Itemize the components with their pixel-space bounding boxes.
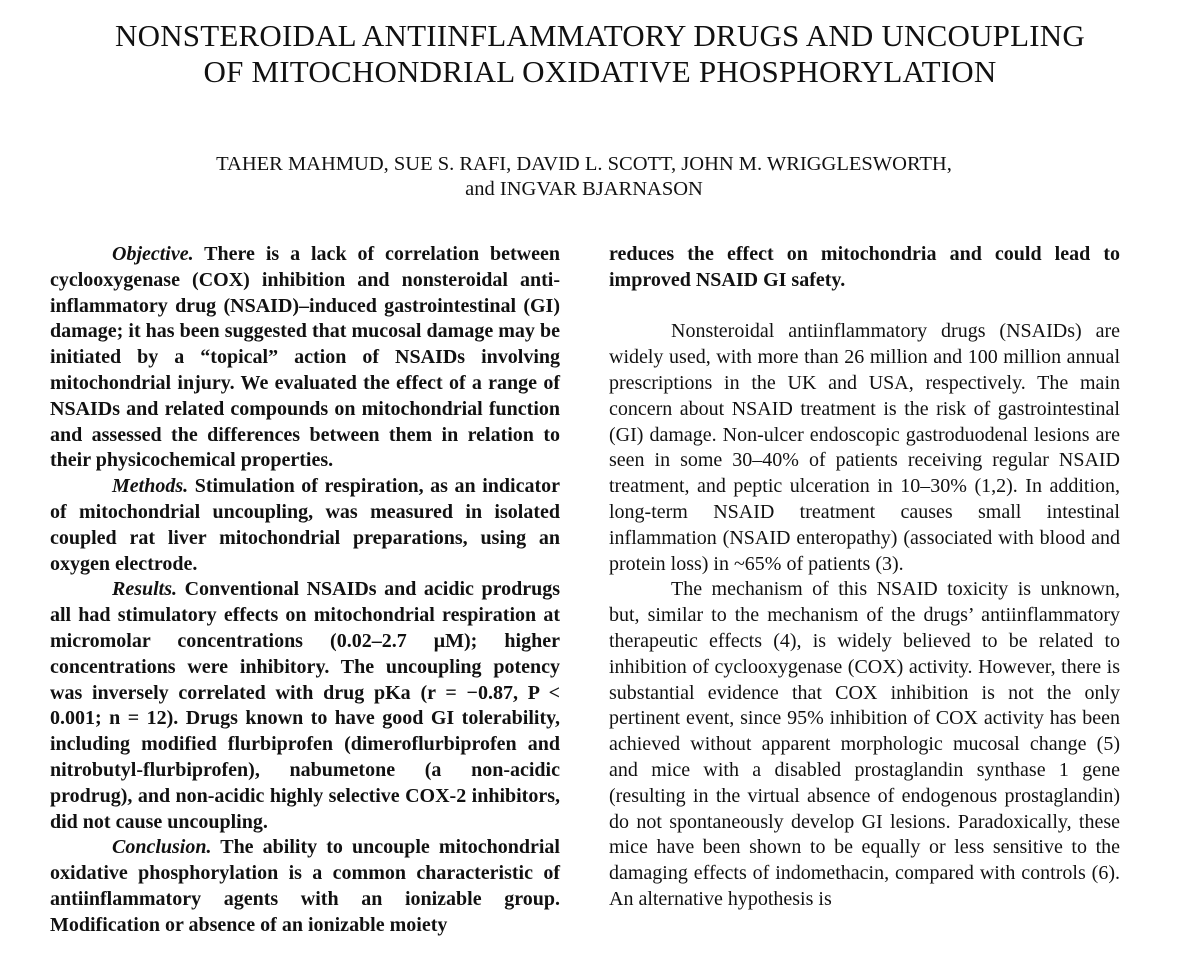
body-column xyxy=(609,242,1120,913)
results-label: Results. xyxy=(112,578,178,601)
author-list xyxy=(0,152,1168,202)
results-text: Conventional NSAIDs and acidic prodrugs all had stimulatory effects on mitochondrial respiration at micromolar concentrations (0.02–2.7 μM); higher concentrations were inhibitory. The uncoupling potency was inversely correlated with drug pKa (r = −0.87, P < 0.001; n = 12). Drugs known to have good GI tolerability, including modified flurbiprofen (dimeroflurbiprofen and nitrobutyl-flurbiprofen), nabumetone (a non-acidic prodrug), and non-acidic highly selective COX-2 inhibitors, did not cause uncoupling. xyxy=(50,578,560,833)
conclusion-label: Conclusion. xyxy=(112,836,212,859)
body-paragraph-2: The mechanism of this NSAID toxicity is unknown, but, similar to the mechanism of the drugs’ antiinflammatory therapeutic effects (4), is widely believed to be related to inhibition of cyclooxygenase (COX) activity. However, there is substantial evidence that COX inhibition is not the only pertinent event, since 95% inhibition of COX activity has been achieved without apparent morphologic mucosal change (5) and mice with a disabled prostaglandin synthase 1 gene (resulting in the virtual absence of endogenous prostaglandin) do not spontaneously develop GI lesions. Paradoxically, these mice have been shown to be equally or less sensitive to the damaging effects of indomethacin, compared with controls (6). An alternative hypothesis is xyxy=(609,578,1120,910)
abstract-methods xyxy=(50,474,560,577)
body-paragraph-1: Nonsteroidal antiinflammatory drugs (NSAIDs) are widely used, with more than 26 million and 100 million annual prescriptions in the UK and USA, respectively. The main concern about NSAID treatment is the risk of gastrointestinal (GI) damage. Non-ulcer endoscopic gastroduodenal lesions are seen in some 30–40% of patients receiving regular NSAID treatment, and peptic ulceration in 10–30% (1,2). In addition, long-term NSAID treatment causes small intestinal inflammation (NSAID enteropathy) (associated with blood and protein loss) in ~65% of patients (3). xyxy=(609,320,1120,575)
abstract-objective xyxy=(50,242,560,474)
abstract-column xyxy=(50,242,560,939)
article-title-line-2: OF MITOCHONDRIAL OXIDATIVE PHOSPHORYLATION xyxy=(203,54,997,89)
author-list-line-1: TAHER MAHMUD, SUE S. RAFI, DAVID L. SCOTT, JOHN M. WRIGGLESWORTH, xyxy=(216,153,952,175)
conclusion-text: The ability to uncouple mitochondrial oxidative phosphorylation is a common characteristic of antiinflammatory agents with an ionizable group. Modification or absence of an ionizable moiety xyxy=(50,836,560,936)
article-title xyxy=(0,18,1200,90)
author-list-line-2: and INGVAR BJARNASON xyxy=(465,178,703,200)
abstract-results xyxy=(50,577,560,835)
methods-label: Methods. xyxy=(112,475,189,498)
objective-label: Objective. xyxy=(112,243,194,265)
article-title-line-1: NONSTEROIDAL ANTIINFLAMMATORY DRUGS AND UNCOUPLING xyxy=(115,18,1085,53)
abstract-conclusion-continued: reduces the effect on mitochondria and could lead to improved NSAID GI safety. xyxy=(609,243,1120,291)
objective-text: There is a lack of correlation between cyclooxygenase (COX) inhibition and nonsteroidal anti-inflammatory drug (NSAID)–induced gastrointestinal (GI) damage; it has been suggested that mucosal damage may be initiated by a “topical” action of NSAIDs involving mitochondrial injury. We evaluated the effect of a range of NSAIDs and related compounds on mitochondrial function and assessed the differences between them in relation to their physicochemical properties. xyxy=(50,243,560,472)
methods-text: Stimulation of respiration, as an indicator of mitochondrial uncoupling, was measured in isolated coupled rat liver mitochondrial preparations, using an oxygen electrode. xyxy=(50,475,560,575)
abstract-conclusion xyxy=(50,835,560,938)
